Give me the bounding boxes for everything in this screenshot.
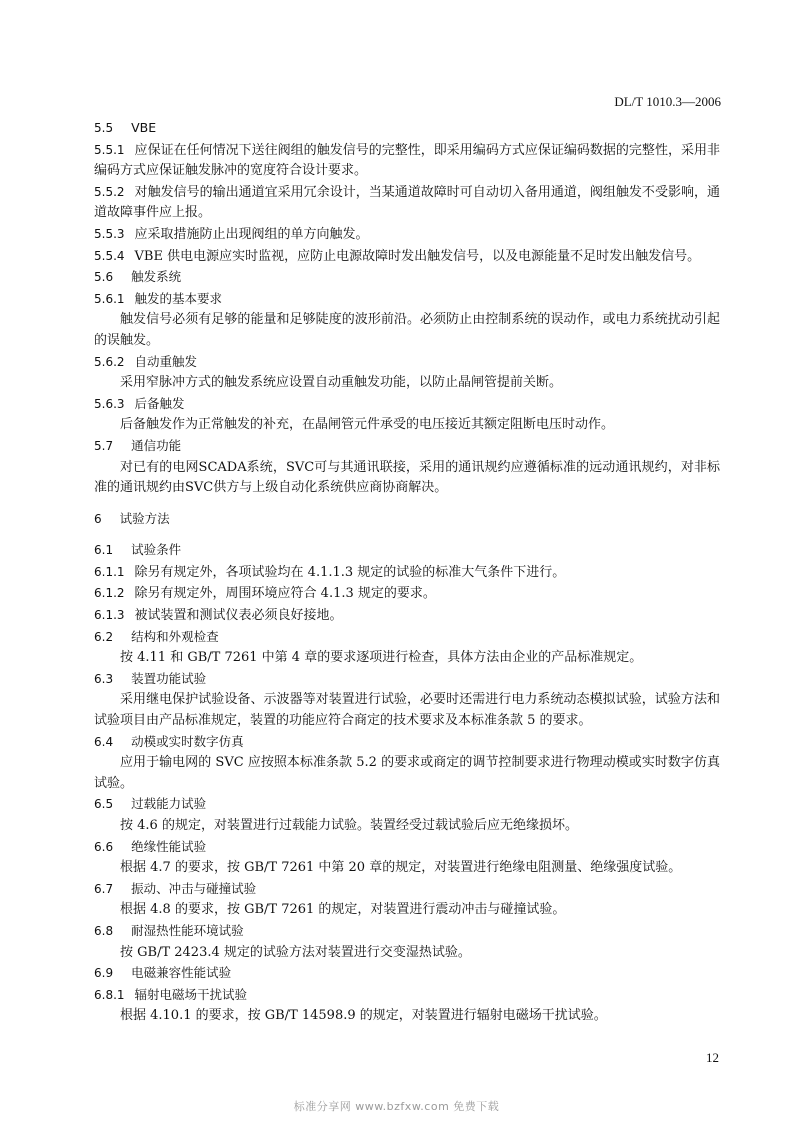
clause-text: 振动、冲击与碰撞试验: [131, 880, 257, 896]
clause-text: 耐湿热性能环境试验: [131, 922, 244, 938]
clause-number: 6.9: [94, 966, 114, 981]
section-heading: [94, 879, 720, 901]
clause-paragraph: [94, 458, 720, 499]
clause-number: 6.2: [94, 629, 114, 644]
clause-item: [94, 562, 720, 584]
clause-text: 结构和外观检查: [131, 628, 219, 644]
clause-text: 应保证在任何情况下送往阀组的触发信号的完整性，即采用编码方式应保证编码数据的完整性，采用非编码方式应保证触发脉冲的宽度符合设计要求。: [94, 142, 720, 179]
clause-paragraph: [94, 1006, 720, 1027]
clause-number: 5.6: [94, 270, 114, 285]
clause-number: 6.4: [94, 734, 114, 749]
section-heading: [94, 289, 720, 311]
document-id-header: DL/T 1010.3—2006: [614, 94, 721, 109]
section-heading: [94, 669, 720, 691]
clause-text: 应用于输电网的 SVC 应按照本标准条款 5.2 的要求或商定的调节控制要求进行物理动模或实时数字仿真试验。: [94, 755, 720, 791]
section-heading: [94, 352, 720, 374]
clause-text: 根据 4.10.1 的要求，按 GB/T 14598.9 的规定，对装置进行辐射电磁场干扰试验。: [120, 1008, 607, 1024]
watermark-footer: 标准分享网 www.bzfxw.com 免费下载: [293, 1100, 500, 1113]
clause-number: 6.1.1: [94, 564, 125, 579]
clause-text: 后备触发作为正常触发的补充，在晶闸管元件承受的电压接近其额定阻断电压时动作。: [120, 417, 615, 433]
section-gap: [94, 530, 720, 540]
clause-item: [94, 224, 720, 246]
clause-number: 5.6.1: [94, 291, 125, 306]
clause-number: 6.3: [94, 671, 114, 686]
clause-paragraph: [94, 373, 720, 394]
clause-number: 6.7: [94, 881, 114, 896]
clause-text: 试验方法: [119, 510, 170, 526]
clause-item: [94, 182, 720, 224]
clause-text: 除另有规定外，各项试验均在 4.1.1.3 规定的试验的标准大气条件下进行。: [134, 564, 566, 580]
section-heading: [94, 837, 720, 859]
clause-number: 5.5.2: [94, 184, 125, 199]
clause-text: 电磁兼容性能试验: [131, 965, 232, 981]
clause-text: 自动重触发: [134, 353, 198, 369]
clause-paragraph: [94, 816, 720, 837]
clause-text: 触发信号必须有足够的能量和足够陡度的波形前沿。必须防止由控制系统的误动作，或电力系统扰动引起的误触发。: [94, 312, 720, 348]
clause-text: 按 GB/T 2423.4 规定的试验方法对装置进行交变湿热试验。: [120, 944, 471, 960]
clause-text: 除另有规定外，周围环境应符合 4.1.3 规定的要求。: [134, 586, 436, 602]
clause-number: 5.5.1: [94, 142, 125, 157]
clause-text: 绝缘性能试验: [131, 838, 207, 854]
section-heading: [94, 394, 720, 416]
clause-text: 辐射电磁场干扰试验: [134, 986, 248, 1002]
clause-number: 6.1.3: [94, 608, 125, 623]
clause-number: 6.6: [94, 839, 114, 854]
clause-number: 5.6.2: [94, 354, 125, 369]
clause-paragraph: [94, 753, 720, 794]
clause-number: 6.8.1: [94, 987, 125, 1002]
clause-text: 试验条件: [131, 542, 182, 558]
clause-text: 被试装置和测试仪表必须良好接地。: [134, 608, 343, 624]
section-heading: [94, 118, 720, 140]
clause-text: 根据 4.8 的要求，按 GB/T 7261 的规定，对装置进行震动冲击与碰撞试验。: [120, 902, 566, 918]
clause-paragraph: [94, 900, 720, 921]
section-heading: [94, 436, 720, 458]
clause-number: 6.8: [94, 923, 114, 938]
clause-paragraph: [94, 943, 720, 964]
clause-number: 6.5: [94, 797, 114, 812]
clause-text: 按 4.6 的规定，对装置进行过载能力试验。装置经受过载试验后应无绝缘损坏。: [120, 818, 578, 833]
clause-item: [94, 140, 720, 182]
clause-paragraph: [94, 415, 720, 436]
page-number: 12: [706, 1050, 719, 1065]
clause-paragraph: [94, 310, 720, 351]
clause-text: 动模或实时数字仿真: [131, 733, 244, 749]
section-heading: [94, 732, 720, 754]
clause-paragraph: [94, 648, 720, 669]
clause-text: VBE: [131, 120, 157, 135]
section-heading: [94, 509, 720, 531]
clause-text: 按 4.11 和 GB/T 7261 中第 4 章的要求逐项进行检查，具体方法由企业的产品标准规定。: [120, 650, 643, 666]
clause-text: 对已有的电网SCADA系统，SVC可与其通讯联接，采用的通讯规约应遵循标准的远动通讯规约，对非标准的通讯规约由SVC供方与上级自动化系统供应商协商解决。: [94, 459, 720, 496]
clause-paragraph: [94, 858, 720, 879]
document-body: [94, 118, 720, 1027]
section-heading: [94, 963, 720, 985]
clause-text: 后备触发: [134, 395, 185, 411]
section-gap: [94, 499, 720, 509]
section-heading: [94, 985, 720, 1007]
clause-number: 6.1.2: [94, 586, 125, 601]
clause-item: [94, 605, 720, 627]
clause-text: 采用窄脉冲方式的触发系统应设置自动重触发功能，以防止晶闸管提前关断。: [120, 375, 563, 391]
clause-number: 5.6.3: [94, 396, 125, 411]
section-heading: [94, 267, 720, 289]
clause-text: 触发的基本要求: [134, 290, 223, 306]
clause-text: 采用继电保护试验设备、示波器等对装置进行试验，必要时还需进行电力系统动态模拟试验，试验方法和试验项目由产品标准规定，装置的功能应符合商定的技术要求及本标准条款 5 的要求。: [94, 692, 720, 729]
section-heading: [94, 627, 720, 649]
clause-number: 5.5.3: [94, 226, 125, 241]
clause-text: 装置功能试验: [131, 670, 207, 686]
clause-number: 5.5.4: [94, 248, 125, 263]
clause-text: 根据 4.7 的要求，按 GB/T 7261 中第 20 章的规定，对装置进行绝缘电阻测量、绝缘强度试验。: [120, 860, 682, 876]
clause-item: [94, 246, 720, 268]
clause-number: 5.7: [94, 438, 114, 453]
section-heading: [94, 540, 720, 562]
clause-text: VBE 供电电源应实时监视，应防止电源故障时发出触发信号，以及电源能量不足时发出触发信号。: [134, 248, 701, 264]
clause-text: 对触发信号的输出通道宜采用冗余设计，当某通道故障时可自动切入备用通道，阀组触发不受影响，通道故障事件应上报。: [94, 184, 720, 221]
section-heading: [94, 794, 720, 816]
clause-text: 触发系统: [131, 269, 182, 285]
clause-text: 过载能力试验: [131, 796, 207, 812]
clause-number: 6: [94, 511, 102, 526]
clause-number: 5.5: [94, 121, 114, 135]
section-heading: [94, 921, 720, 943]
clause-paragraph: [94, 690, 720, 731]
clause-text: 应采取措施防止出现阀组的单方向触发。: [134, 226, 369, 242]
clause-item: [94, 583, 720, 605]
clause-text: 通信功能: [131, 437, 182, 453]
clause-number: 6.1: [94, 543, 114, 558]
